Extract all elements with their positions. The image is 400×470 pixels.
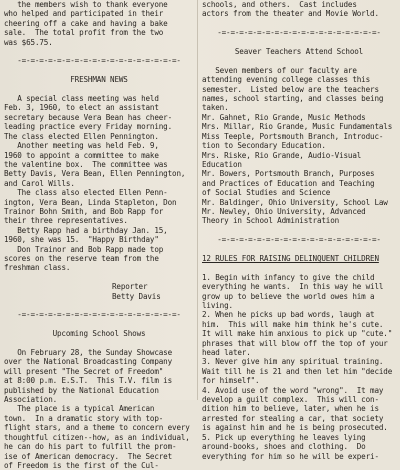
column-divider [197,0,198,400]
separator: -=-=-=-=-=-=-=-=-=-=-=-=-=-=-=-=-=-=- [17,310,181,320]
text-line: The place is a typical American [4,404,155,414]
text-line: Betty Davis, Vera Bean, Ellen Pennington, [4,169,186,179]
text-line: everything he wants. In this way he will [202,282,384,292]
text-line: arrested for stealing a car, that society [202,413,384,423]
text-line: ise of American democracy. The Secret [4,451,173,461]
text-line: and Practices of Education and Teaching [202,178,375,188]
text-line: Seven members of our faculty are [202,65,357,75]
text-line: Mrs. Millar, Rio Grande, Music Fundamentals [202,122,393,132]
text-line: the members wish to thank everyone [4,0,168,9]
text-line: Education [202,159,242,169]
teachers-paragraph [202,66,396,226]
text-line: names, school starting, and classes being [202,94,384,104]
text-line: living. [202,301,233,310]
text-line: semester. Listed below are the teachers [202,84,379,94]
text-line: A special class meeting was held [4,94,159,104]
text-line: who helped and participated in their [4,9,164,19]
text-line: published by the National Education [4,385,159,395]
cast-paragraph [202,0,396,19]
text-line: secretary because Vera Bean has cheer- [4,112,173,122]
text-line: taken. [202,103,229,113]
text-line: Don Trainor and Bob Rapp made top [4,244,164,254]
text-line: Wait till he is 21 and then let him "decide [202,366,393,376]
text-line: Theory in School Administration [202,216,340,226]
text-line: flight stars, and a theme to concern every [4,423,190,433]
text-line: Another meeting was held Feb. 9, [4,141,159,151]
bake-sale-paragraph [4,0,194,47]
text-line: Mrs. Riske, Rio Grande, Audio-Visual [202,150,362,160]
separator: -=-=-=-=-=-=-=-=-=-=-=-=-=-=-=-=-=-=- [17,56,181,66]
text-line: head later. [202,348,251,358]
text-line: Betty Rapp had a birthday Jan. 15, [4,225,168,235]
text-line: 5. Pick up everything he leaves lying [202,432,366,442]
text-line: their three representatives. [4,216,128,226]
teachers-heading: Seaver Teachers Attend School [234,47,364,57]
text-line: schools, and others. Cast includes [202,0,357,9]
separator: -=-=-=-=-=-=-=-=-=-=-=-=-=-=-=-=-=-=- [217,235,381,245]
text-line: will present "The Secret of Freedom" [4,366,164,376]
text-line: Mr. Baldinger, Ohio University, School Law [202,197,388,207]
text-line: at 8:00 p.m. E.S.T. This T.V. film is [4,376,173,386]
text-line: attending evening college classes this [202,75,371,85]
text-line: 1960, she was 15. "Happy Birthday" [4,235,159,245]
text-line: freshman class. [4,263,71,273]
text-line: for himself". [202,376,260,386]
school-shows-paragraph [4,348,194,470]
text-line: Association. [4,395,58,405]
freshman-news-heading: FRESHMAN NEWS [70,75,128,85]
text-line: Mr. Bowers, Portsmouth Branch, Purposes [202,169,375,179]
text-line: and Carol Wills. [4,178,75,188]
rules-heading: 12 RULES FOR RAISING DELINQUENT CHILDREN [202,253,379,263]
freshman-news-paragraph-1 [4,94,194,188]
text-line: 2. When he picks up bad words, laugh at [202,310,375,320]
right-column [202,0,396,461]
reporter-label: Reporter [112,282,148,292]
text-line: grow up to believe the world owes him a [202,291,375,301]
reporter-name: Betty Davis [112,291,161,301]
text-line: of Social Studies and Science [202,188,331,198]
text-line: Feb. 3, 1960, to elect an assistant [4,103,159,113]
text-line: 4. Avoid use of the word "wrong". It may [202,385,384,395]
text-line: actors from the theater and Movie World. [202,9,379,19]
text-line: was $65.75. [4,37,53,47]
text-line: 1960 to appoint a committee to make [4,150,159,160]
text-line: Mr. Newley, Ohio University, Advanced [202,206,366,216]
text-line: dition him to believe, later, when he is [202,404,379,414]
text-line: is against him and he is being prosecuted. [202,423,388,433]
text-line: Mr. Gahnet, Rio Grande, Music Methods [202,112,366,122]
text-line: town. In a dramatic story with top- [4,413,164,423]
text-line: The class also elected Ellen Penn- [4,188,168,198]
freshman-news-paragraph-2 [4,188,194,273]
text-line: On February 28, the Sunday Showcase [4,348,173,358]
text-line: him. This will make him think he's cute. [202,319,384,329]
text-line: thoughtful citizen--how, as an individual, [4,432,190,442]
text-line: Miss Teeple, Portsmouth Branch, Introduc- [202,131,384,141]
text-line: The class elected Ellen Pennington. [4,131,159,141]
text-line: cheering off a cake and having a bake [4,18,168,28]
text-line: ington, Vera Bean, Linda Stapleton, Don [4,197,177,207]
text-line: around-books, shoes and clothing. Do [202,442,366,452]
text-line: tion to Secondary Education. [202,141,326,151]
text-line: everything for him so he will be experi- [202,451,379,461]
text-line: 1. Begin with infancy to give the child [202,272,375,282]
text-line: he can do his part to fulfill the prom- [4,442,177,452]
text-line: Trainor Bohn Smith, and Bob Rapp for [4,206,164,216]
school-shows-heading: Upcoming School Shows [52,329,146,339]
text-line: sale. The total profit from the two [4,28,164,38]
separator: -=-=-=-=-=-=-=-=-=-=-=-=-=-=-=-=-=-=- [217,28,381,38]
text-line: It will make him anxious to pick up "cute." [202,329,393,339]
text-line: 3. Never give him any spiritual training. [202,357,384,367]
text-line: over the National Broadcasting Company [4,357,173,367]
text-line: the valentine box. The committee was [4,159,168,169]
text-line: develop a guilt complex. This will con- [202,395,379,405]
text-line: phrases that will blow off the top of your [202,338,388,348]
text-line: leading practice every Friday morning. [4,122,173,132]
rules-list [202,273,396,461]
text-line: of Freedom is the first of the Cul- [4,460,159,470]
text-line: scores on the reserve team from the [4,253,159,263]
